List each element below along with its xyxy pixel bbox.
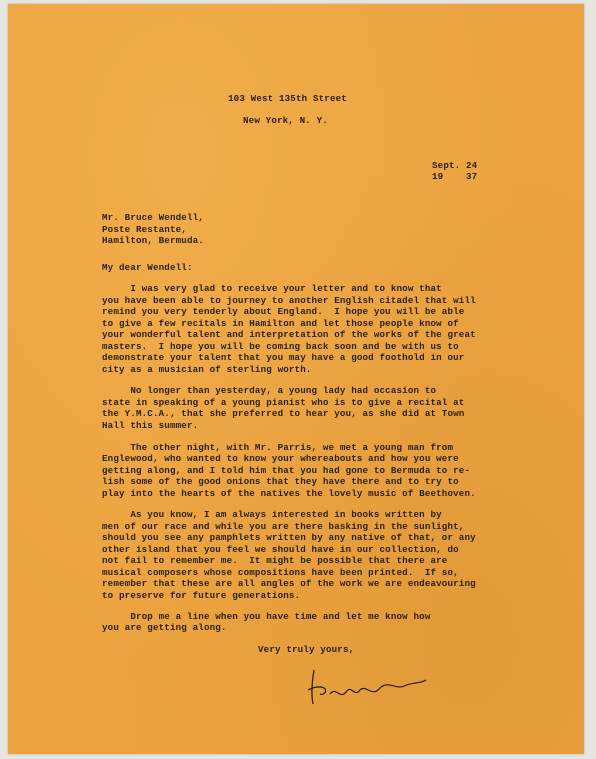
body-line: lish some of the good onions that they have there and to try to	[102, 476, 459, 487]
body-line: not fail to remember me. It might be possible that there are	[102, 555, 448, 566]
body-line: getting along, and I told him that you had gone to Bermuda to re-	[102, 465, 471, 476]
salutation: My dear Wendell:	[102, 262, 193, 273]
body-line: The other night, with Mr. Parris, we met a young man from	[102, 442, 454, 453]
body-line: play into the hearts of the natives the lovely music of Beethoven.	[102, 488, 476, 499]
body-line: should you see any pamphlets written by any native of that, or any	[102, 532, 476, 543]
body-line: I was very glad to receive your letter and to know that	[102, 283, 442, 294]
body-line: As you know, I am always interested in books written by	[102, 509, 442, 520]
body-line: men of our race and while you are there basking in the sunlight,	[102, 521, 465, 532]
body-line: city as a musician of sterling worth.	[102, 364, 312, 375]
sender-address-city: New York, N. Y.	[243, 115, 328, 126]
body-line: to give a few recitals in Hamilton and let those people know of	[102, 318, 459, 329]
body-line: to preserve for future generations.	[102, 590, 301, 601]
body-line: Drop me a line when you have time and let me know how	[102, 611, 431, 622]
closing: Very truly yours,	[258, 644, 355, 655]
body-line: the Y.M.C.A., that she preferred to hear you, as she did at Town	[102, 408, 465, 419]
body-line: you are getting along.	[102, 622, 227, 633]
sender-address-street: 103 West 135th Street	[228, 93, 347, 104]
body-line: masters. I hope you will be coming back soon and be with us to	[102, 341, 459, 352]
recipient-name: Mr. Bruce Wendell,	[102, 212, 204, 223]
body-line: Hall this summer.	[102, 420, 199, 431]
recipient-address: Poste Restante,	[102, 224, 187, 235]
body-line: remember that these are all angles of the work we are endeavouring	[102, 578, 476, 589]
body-line: musical composers whose compositions have been printed. If so,	[102, 567, 459, 578]
body-line: demonstrate your talent that you may have a good foothold in our	[102, 352, 465, 363]
recipient-city: Hamilton, Bermuda.	[102, 235, 204, 246]
body-line: remind you very tenderly about England. I hope you will be able	[102, 306, 465, 317]
body-line: Englewood, who wanted to know your whereabouts and how you were	[102, 453, 459, 464]
body-line: other island that you feel we should have in our collection, do	[102, 544, 459, 555]
body-line: No longer than yesterday, a young lady had occasion to	[102, 385, 437, 396]
date-month-day: Sept. 24	[432, 160, 478, 171]
handwritten-signature	[300, 660, 440, 710]
body-line: state in speaking of a young pianist who is to give a recital at	[102, 397, 465, 408]
body-line: your wonderful talent and interpretation of the works of the great	[102, 329, 476, 340]
body-line: you have been able to journey to another English citadel that will	[102, 295, 476, 306]
date-year: 19 37	[432, 171, 478, 182]
